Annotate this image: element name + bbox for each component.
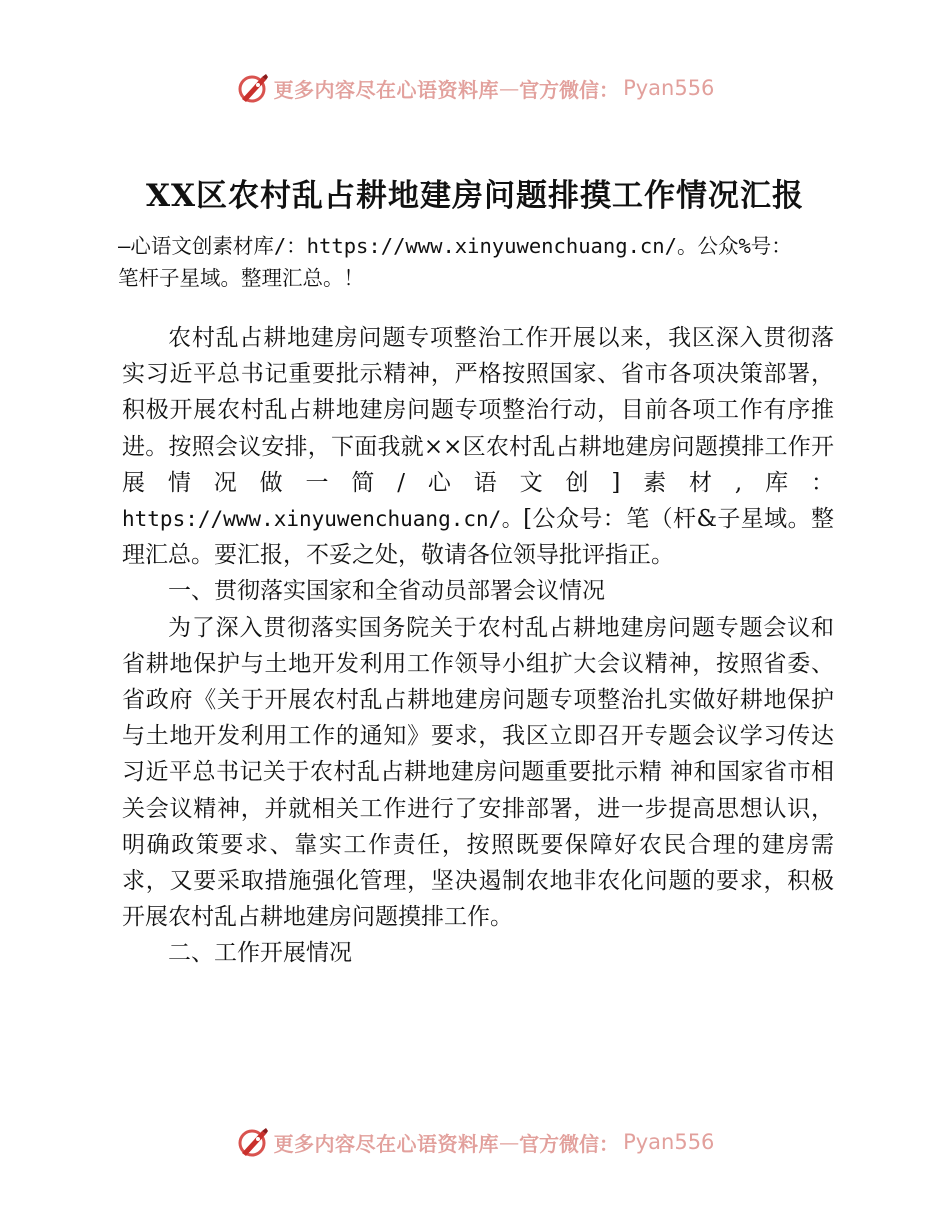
paragraph-text: [公众号：笔（杆&子星域。整理汇总。要汇报，不妥之处，敬请各位领导批评指正。 (122, 506, 835, 569)
document-title: XX区农村乱占耕地建房问题排摸工作情况汇报 (145, 178, 805, 214)
watermark-separator: — (499, 76, 520, 100)
document-subtitle (118, 230, 858, 294)
section-heading: 二、工作开展情况 (168, 940, 352, 967)
watermark-label: 官方微信： (519, 1131, 620, 1156)
document-body (122, 320, 834, 972)
watermark-label: 官方微信： (519, 77, 620, 102)
pen-logo-icon (236, 1125, 270, 1159)
watermark-text: 更多内容尽在心语资料库 (273, 77, 500, 102)
watermark-id: Pyan556 (623, 76, 715, 100)
watermark-text: 更多内容尽在心语资料库 (273, 1131, 500, 1156)
subtitle-line: 笔杆子星域。整理汇总。！ (118, 266, 364, 290)
watermark-id: Pyan556 (623, 1130, 715, 1154)
footer-watermark (0, 1122, 950, 1162)
paragraph-text: 农村乱占耕地建房问题专项整治工作开展以来，我区深入贯彻落实习近平总书记重要批示精神，严格按照国家、省市各项决策部署，积极开展农村乱占耕地建房问题专项整治行动，目前各项工作有序推进。按照会议安排，下面我就××区农村乱占耕地建房问题摸排工作开展情况做一简/心语文创]素材,库： (122, 325, 834, 496)
subtitle-line: —心语文创素材库/：https://www.xinyuwenchuang.cn/。公众%号： (118, 234, 792, 258)
pen-logo-icon (236, 71, 270, 105)
header-watermark (0, 68, 950, 108)
paragraph-url: https://www.xinyuwenchuang.cn/。 (122, 507, 524, 532)
watermark-separator: — (499, 1130, 520, 1154)
paragraph: 为了深入贯彻落实国务院关于农村乱占耕地建房问题专题会议和省耕地保护与土地开发利用工作领导小组扩大会议精神，按照省委、省政府《关于开展农村乱占耕地建房问题专项整治扎实做好耕地保护与土地开发利用工作的通知》要求，我区立即召开专题会议学习传达习近平总书记关于农村乱占耕地建房问题重要批示精 神和国家省市相关会议精神，并就相关工作进行了安排部署，进一步提高思想认识，明确政策要求、靠实工作责任，按照既要保障好农民合理的建房需求，又要采取措施强化管理，坚决遏制农地非农化问题的要求，积极开展农村乱占耕地建房问题摸排工作。 (122, 614, 834, 931)
paragraph (122, 320, 834, 573)
section-heading: 一、贯彻落实国家和全省动员部署会议情况 (168, 578, 605, 605)
